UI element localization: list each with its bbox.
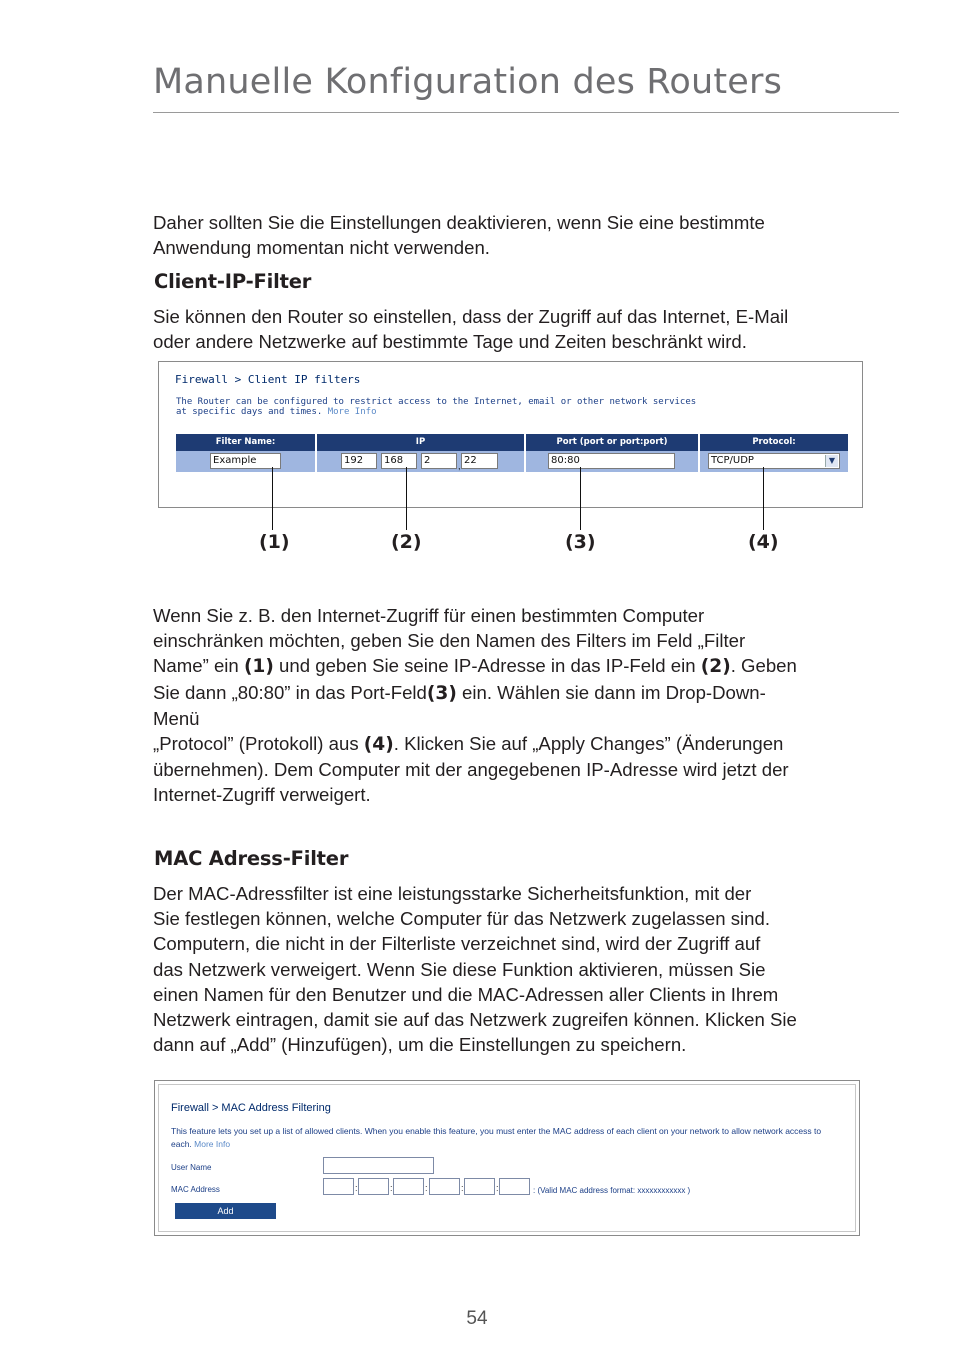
explanation-text: . Geben — [730, 655, 797, 677]
intro-paragraph — [153, 210, 869, 260]
user-name-input[interactable] — [323, 1157, 434, 1174]
intro-line: Anwendung momentan nicht verwenden. — [153, 237, 490, 259]
mac-separator: : — [390, 1183, 393, 1193]
callout-reference: (2) — [700, 656, 731, 678]
explanation-line: übernehmen). Dem Computer mit der angegebenen IP-Adresse wird jetzt der — [153, 759, 789, 781]
mac-separator: : — [496, 1183, 499, 1193]
page-title: Manuelle Konfiguration des Routers — [153, 62, 783, 102]
mac-octet-input[interactable] — [429, 1178, 460, 1195]
callout-leader-line — [406, 467, 407, 530]
title-divider — [153, 112, 899, 113]
column-separator — [315, 434, 317, 472]
ip-octet-input[interactable]: 2 — [421, 453, 457, 469]
callout-label: (1) — [259, 531, 290, 553]
mac-line: Der MAC-Adressfilter ist eine leistungsstarke Sicherheitsfunktion, mit der — [153, 883, 752, 904]
ip-octet-input[interactable]: 22 — [461, 453, 498, 469]
mac-line: Sie festlegen können, welche Computer für das Netzwerk zugelassen sind. — [153, 908, 771, 930]
mac-format-hint: : (Valid MAC address format: xxxxxxxxxxxx ) — [533, 1186, 691, 1195]
mac-line: einen Namen für den Benutzer und die MAC-Adressen aller Clients in Ihrem — [153, 983, 779, 1005]
explanation-line: Wenn Sie z. B. den Internet-Zugriff für einen bestimmten Computer — [153, 605, 705, 626]
client-ip-line: Sie können den Router so einstellen, dass der Zugriff auf das Internet, E-Mail — [153, 306, 789, 327]
mac-address-label: MAC Address — [171, 1185, 220, 1194]
explanation-text: ein. Wählen sie dann im Drop-Down- — [456, 681, 766, 703]
explanation-line — [153, 653, 869, 679]
ip-octet-input[interactable]: 168 — [381, 453, 417, 469]
callout-reference: (4) — [363, 734, 394, 756]
mac-separator: : — [461, 1183, 464, 1193]
client-ip-paragraph — [153, 304, 869, 354]
intro-line: Daher sollten Sie die Einstellungen deaktivieren, wenn Sie eine bestimmte — [153, 212, 765, 233]
protocol-select[interactable] — [708, 453, 840, 469]
mac-octet-input[interactable] — [358, 1178, 389, 1195]
screenshot-frame — [158, 1084, 856, 1232]
format-hint-text: (Valid MAC address format: xxxxxxxxxxxx ) — [537, 1186, 691, 1195]
explanation-text: Sie dann „80:80” in das Port-Feld — [153, 681, 427, 703]
callout-reference: (3) — [426, 682, 457, 704]
mac-filter-heading: MAC Adress-Filter — [154, 847, 349, 870]
protocol-value: TCP/UDP — [711, 455, 754, 466]
mac-separator: : — [425, 1183, 428, 1193]
mac-octet-input[interactable] — [323, 1178, 354, 1195]
more-info-link[interactable]: More Info — [327, 407, 377, 417]
callout-reference: (1) — [243, 656, 274, 678]
explanation-paragraph — [153, 603, 869, 808]
more-info-link[interactable]: More Info — [194, 1138, 231, 1149]
screenshot-description — [171, 1125, 821, 1150]
client-ip-heading: Client-IP-Filter — [154, 270, 312, 293]
mac-octet-input[interactable] — [393, 1178, 424, 1195]
mac-line: Computern, die nicht in der Filterliste verzeichnet sind, wird der Zugriff auf — [153, 933, 761, 955]
explanation-line: einschränken möchten, geben Sie den Namen des Filters im Feld „Filter — [153, 630, 746, 652]
mac-separator: : — [355, 1183, 358, 1193]
explanation-text: . Klicken Sie auf „Apply Changes” (Änderungen — [393, 733, 784, 755]
callout-leader-line — [272, 467, 273, 530]
column-separator — [524, 434, 526, 472]
column-filter-name: Filter Name: — [215, 437, 276, 447]
explanation-line — [153, 680, 869, 706]
explanation-text: und geben Sie seine IP-Adresse in das IP-Feld ein — [273, 655, 701, 677]
column-ip: IP — [415, 437, 426, 447]
column-port: Port (port or port:port) — [556, 437, 668, 447]
mac-line: dann auf „Add” (Hinzufügen), um die Einstellungen zu speichern. — [153, 1034, 687, 1056]
ip-separator: , — [458, 461, 461, 471]
explanation-text: „Protocol” (Protokoll) aus — [153, 733, 364, 755]
description-line: The Router can be configured to restrict access to the Internet, email or other network services — [176, 397, 697, 407]
ip-octet-input[interactable]: 192 — [341, 453, 377, 469]
port-input[interactable]: 80:80 — [548, 453, 675, 469]
callout-leader-line — [580, 467, 581, 530]
explanation-text: Name” ein — [153, 655, 244, 677]
screenshot-breadcrumb: Firewall > Client IP filters — [175, 373, 361, 386]
column-separator — [698, 434, 700, 472]
mac-octet-input[interactable] — [464, 1178, 495, 1195]
mac-line: Netzwerk eintragen, damit sie auf das Netzwerk zugreifen können. Klicken Sie — [153, 1009, 797, 1031]
mac-octet-input[interactable] — [499, 1178, 530, 1195]
user-name-label: User Name — [171, 1163, 212, 1172]
filter-table-header — [176, 434, 848, 451]
explanation-line: Internet-Zugriff verweigert. — [153, 784, 371, 806]
filter-name-input[interactable]: Example — [210, 453, 281, 469]
description-line: This feature lets you set up a list of allowed clients. When you enable this feature, you must enter the MAC address of each client on your network to allow network access to — [171, 1126, 822, 1136]
callout-label: (2) — [391, 531, 422, 553]
callout-leader-line — [763, 467, 764, 530]
mac-filter-paragraph — [153, 881, 869, 1057]
screenshot-description — [176, 397, 696, 417]
callout-label: (4) — [748, 531, 779, 553]
column-protocol: Protocol: — [752, 437, 796, 447]
description-line: at specific days and times. — [176, 407, 328, 417]
client-ip-line: oder andere Netzwerke auf bestimmte Tage und Zeiten beschränkt wird. — [153, 331, 747, 353]
mac-filter-screenshot — [154, 1080, 860, 1236]
client-ip-screenshot — [158, 361, 863, 508]
chevron-down-icon[interactable]: ▼ — [825, 455, 838, 467]
explanation-line: Menü — [153, 707, 200, 729]
callout-label: (3) — [565, 531, 596, 553]
explanation-line — [153, 731, 869, 757]
mac-line: das Netzwerk verweigert. Wenn Sie diese Funktion aktivieren, müssen Sie — [153, 958, 766, 980]
page-number: 54 — [466, 1308, 488, 1329]
description-line: each. — [171, 1138, 195, 1149]
screenshot-breadcrumb: Firewall > MAC Address Filtering — [171, 1102, 331, 1114]
add-button[interactable]: Add — [175, 1203, 276, 1219]
